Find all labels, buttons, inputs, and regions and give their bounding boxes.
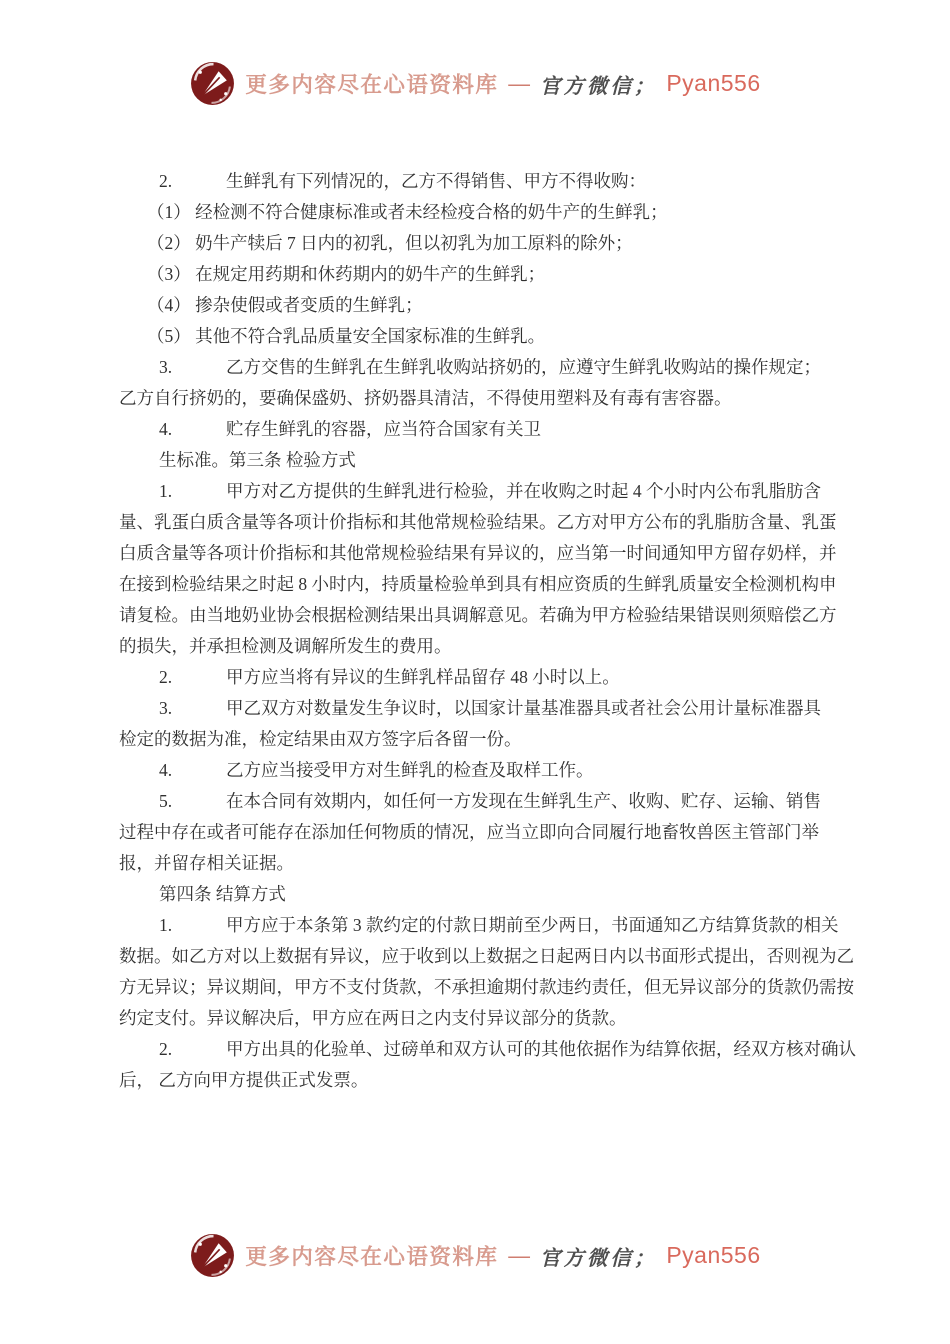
wechat-label: 官方微信； — [539, 75, 658, 98]
document-line — [119, 259, 841, 290]
line-text: 数据。如乙方对以上数据有异议，应于收到以上数据之日起两日内以书面形式提出，否则视为乙 — [119, 946, 854, 966]
line-text: 乙方交售的生鲜乳在生鲜乳收购站挤奶的，应遵守生鲜乳收购站的操作规定； — [226, 357, 821, 377]
line-text: 方无异议；异议期间，甲方不支付货款，不承担逾期付款违约责任，但无异议部分的货款仍需按 — [119, 977, 854, 997]
line-text: （2） 奶牛产犊后 7 日内的初乳，但以初乳为加工原料的除外； — [147, 233, 633, 253]
line-text: 生标准。第三条 检验方式 — [159, 450, 356, 470]
document-line — [119, 507, 841, 538]
document-line — [119, 848, 841, 879]
line-text: 约定支付。异议解决后，甲方应在两日之内支付异议部分的货款。 — [119, 1008, 627, 1028]
line-text: 报，并留存相关证据。 — [119, 853, 294, 873]
header-watermark — [0, 60, 950, 107]
item-number: 3. — [159, 357, 173, 377]
line-text: 乙方自行挤奶的，要确保盛奶、挤奶器具清洁，不得使用塑料及有毒有害容器。 — [119, 388, 732, 408]
line-text: 甲方应当将有异议的生鲜乳样品留存 48 小时以上。 — [226, 667, 620, 687]
document-line — [119, 414, 841, 445]
document-line — [119, 569, 841, 600]
line-text: 甲方出具的化验单、过磅单和双方认可的其他依据作为结算依据，经双方核对确认 — [226, 1039, 856, 1059]
document-line — [119, 693, 841, 724]
document-line — [119, 817, 841, 848]
document-line — [119, 941, 854, 972]
item-number: 4. — [159, 760, 173, 780]
document-line — [119, 1034, 856, 1065]
document-line — [119, 321, 841, 352]
line-text: 生鲜乳有下列情况的，乙方不得销售、甲方不得收购： — [226, 171, 646, 191]
pen-nib-logo-icon — [189, 1232, 236, 1279]
line-text: 后， 乙方向甲方提供正式发票。 — [119, 1070, 369, 1090]
document-line — [119, 290, 841, 321]
item-number: 2. — [159, 667, 173, 687]
document-line — [119, 662, 841, 693]
document-line — [119, 538, 841, 569]
pen-nib-logo-icon — [189, 60, 236, 107]
document-line — [119, 383, 841, 414]
line-text: 白质含量等各项计价指标和其他常规检验结果有异议的，应当第一时间通知甲方留存奶样，并 — [119, 543, 837, 563]
line-text: 甲乙双方对数量发生争议时，以国家计量基准器具或者社会公用计量标准器具 — [226, 698, 821, 718]
dash-separator: — — [508, 1243, 530, 1267]
document-line — [119, 879, 841, 910]
line-text: 第四条 结算方式 — [159, 884, 286, 904]
document-line — [119, 910, 841, 941]
document-line — [119, 352, 841, 383]
line-text: 的损失，并承担检测及调解所发生的费用。 — [119, 636, 452, 656]
document-line — [119, 1003, 841, 1034]
item-number: 4. — [159, 419, 173, 439]
document-line — [119, 228, 841, 259]
line-text: 请复检。由当地奶业协会根据检测结果出具调解意见。若确为甲方检验结果错误则须赔偿乙方 — [119, 605, 837, 625]
line-text: （4） 掺杂使假或者变质的生鲜乳； — [147, 295, 423, 315]
brand-text: 更多内容尽在心语资料库 — [245, 73, 499, 97]
line-text: 甲方对乙方提供的生鲜乳进行检验，并在收购之时起 4 个小时内公布乳脂肪含 — [226, 481, 821, 501]
document-line — [119, 631, 841, 662]
line-text: 量、乳蛋白质含量等各项计价指标和其他常规检验结果。乙方对甲方公布的乳脂肪含量、乳蛋 — [119, 512, 837, 532]
document-line — [119, 600, 841, 631]
item-number: 3. — [159, 698, 173, 718]
item-number: 2. — [159, 1039, 173, 1059]
line-text: 甲方应于本条第 3 款约定的付款日期前至少两日，书面通知乙方结算货款的相关 — [226, 915, 839, 935]
document-line — [119, 445, 841, 476]
line-text: 过程中存在或者可能存在添加任何物质的情况，应当立即向合同履行地畜牧兽医主管部门举 — [119, 822, 819, 842]
item-number: 5. — [159, 791, 173, 811]
line-text: 乙方应当接受甲方对生鲜乳的检查及取样工作。 — [226, 760, 594, 780]
line-text: （5） 其他不符合乳品质量安全国家标准的生鲜乳。 — [147, 326, 546, 346]
document-line — [119, 1065, 841, 1096]
dash-separator: — — [508, 71, 530, 95]
item-number: 1. — [159, 481, 173, 501]
wechat-label: 官方微信； — [539, 1247, 658, 1270]
document-line — [119, 197, 841, 228]
line-text: 在本合同有效期内，如任何一方发现在生鲜乳生产、收购、贮存、运输、销售 — [226, 791, 821, 811]
document-body — [119, 166, 856, 1096]
brand-text: 更多内容尽在心语资料库 — [245, 1245, 499, 1269]
document-line — [119, 166, 841, 197]
document-line — [119, 786, 841, 817]
line-text: （1） 经检测不符合健康标准或者未经检疫合格的奶牛产的生鲜乳； — [147, 202, 668, 222]
document-line — [119, 755, 841, 786]
item-number: 1. — [159, 915, 173, 935]
line-text: 贮存生鲜乳的容器，应当符合国家有关卫 — [226, 419, 541, 439]
line-text: 检定的数据为准，检定结果由双方签字后各留一份。 — [119, 729, 522, 749]
document-line — [119, 972, 854, 1003]
line-text: 在接到检验结果之时起 8 小时内，持质量检验单到具有相应资质的生鲜乳质量安全检测机构申 — [119, 574, 837, 594]
footer-watermark — [0, 1232, 950, 1279]
wechat-id: Pyan556 — [666, 1242, 761, 1268]
line-text: （3） 在规定用药期和休药期内的奶牛产的生鲜乳； — [147, 264, 546, 284]
document-line — [119, 724, 841, 755]
wechat-id: Pyan556 — [666, 70, 761, 96]
item-number: 2. — [159, 171, 173, 191]
document-line — [119, 476, 841, 507]
